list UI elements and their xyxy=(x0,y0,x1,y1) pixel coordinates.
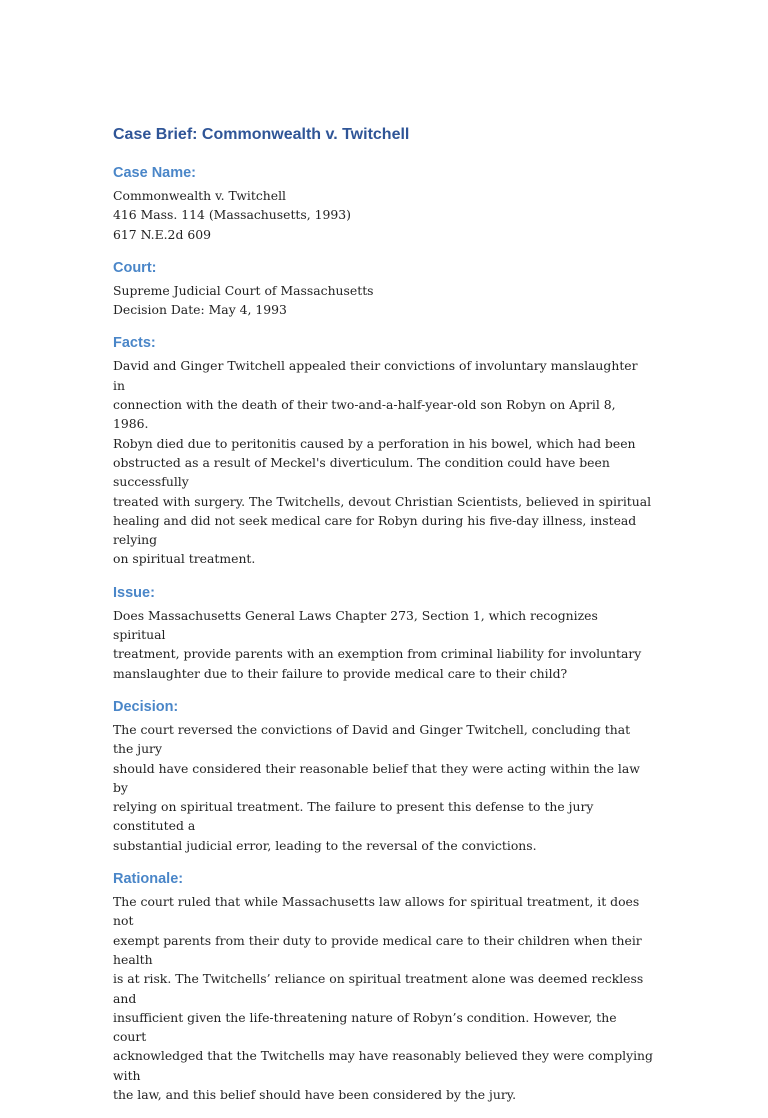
facts-line: David and Ginger Twitchell appealed their convictions of involuntary manslaughter in xyxy=(113,358,638,393)
rationale-line: insufficient given the life-threatening nature of Robyn’s condition. However, the court xyxy=(113,1009,617,1045)
facts-line: on spiritual treatment. xyxy=(113,551,256,567)
court-heading: Court: xyxy=(113,259,157,276)
facts-line: Robyn died due to peritonitis caused by a perforation in his bowel, which had been xyxy=(113,435,636,451)
rationale-line: acknowledged that the Twitchells may have reasonably believed they were complying with xyxy=(113,1048,653,1083)
rationale-line: is at risk. The Twitchells’ reliance on spiritual treatment alone was deemed reckless and xyxy=(113,971,644,1006)
rationale-heading: Rationale: xyxy=(113,871,184,888)
case-citation-line: 617 N.E.2d 609 xyxy=(113,226,211,242)
section-court xyxy=(113,258,653,320)
decision-date-line: Decision Date: May 4, 1993 xyxy=(113,302,287,318)
section-case-name xyxy=(113,163,653,244)
section-rationale xyxy=(113,869,653,1104)
document-title: Case Brief: Commonwealth v. Twitchell xyxy=(113,126,410,143)
facts-line: healing and did not seek medical care for Robyn during his five-day illness, instead relying xyxy=(113,512,637,548)
issue-line: Does Massachusetts General Laws Chapter 273, Section 1, which recognizes spiritual xyxy=(113,607,598,643)
court-name-line: Supreme Judicial Court of Massachusetts xyxy=(113,282,374,298)
issue-line: manslaughter due to their failure to provide medical care to their child? xyxy=(113,665,568,681)
case-name-line: Commonwealth v. Twitchell xyxy=(113,188,287,203)
section-facts xyxy=(113,333,653,568)
decision-line: relying on spiritual treatment. The failure to present this defense to the jury constituted a xyxy=(113,799,594,834)
rationale-line: The court ruled that while Massachusetts law allows for spiritual treatment, it does not xyxy=(113,894,640,929)
facts-line: obstructed as a result of Meckel's diverticulum. The condition could have been successfully xyxy=(113,454,610,490)
rationale-line: the law, and this belief should have been considered by the jury. xyxy=(113,1086,517,1102)
case-name-heading: Case Name: xyxy=(113,165,197,181)
facts-line: connection with the death of their two-and-a-half-year-old son Robyn on April 8, 1986. xyxy=(113,397,616,432)
decision-line: should have considered their reasonable belief that they were acting within the law by xyxy=(113,760,640,795)
document-page xyxy=(113,124,653,1118)
issue-line: treatment, provide parents with an exemption from criminal liability for involuntary xyxy=(113,646,642,662)
decision-line: substantial judicial error, leading to the reversal of the convictions. xyxy=(113,837,537,853)
section-decision xyxy=(113,697,653,855)
issue-heading: Issue: xyxy=(113,584,155,601)
decision-line: The court reversed the convictions of David and Ginger Twitchell, concluding that the jury xyxy=(113,721,631,757)
rationale-line: exempt parents from their duty to provide medical care to their children when their health xyxy=(113,932,642,967)
decision-heading: Decision: xyxy=(113,698,179,715)
case-citation-line: 416 Mass. 114 (Massachusetts, 1993) xyxy=(113,207,352,223)
facts-heading: Facts: xyxy=(113,335,156,352)
facts-line: treated with surgery. The Twitchells, devout Christian Scientists, believed in spiritual xyxy=(113,493,652,509)
section-issue xyxy=(113,583,653,683)
